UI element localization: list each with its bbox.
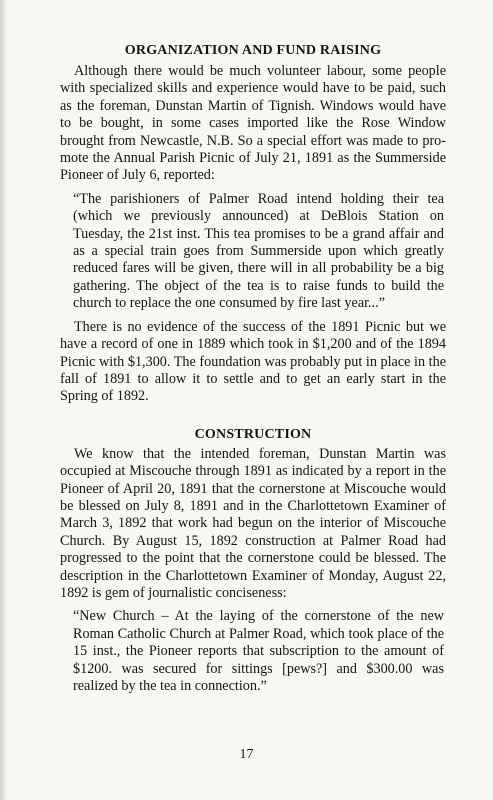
paragraph-picnic-evidence: There is no evidence of the success of the 1891 Picnic but we have a record of one in 1889 which took in $1,200 and of the 1894 Picnic with $1,300. The foundation was probably put in place in the fall of 1891 to allow it to settle and to get an early start in the Spring of 1892. bbox=[60, 318, 446, 405]
paragraph-construction: We know that the intended foreman, Dunstan Martin was occupied at Miscouche through 1891 as indicated by a report in the Pioneer of April 20, 1891 that the cornerstone at Miscouche would be blessed on July 8, 1891 and in the Charlottetown Examiner of March 3, 1892 that work had begun on the interior of Miscouche Church. By August 15, 1892 construction at Palmer Road had progressed to the point that the cornerstone could be blessed. The description in the Charlottetown Examiner of Monday, August 22, 1892 is gem of journalistic conciseness: bbox=[60, 445, 446, 601]
quote-summerside-pioneer: “The parishioners of Palmer Road intend holding their tea (which we previously announced) at DeBlois Station on Tuesday, the 21st inst. This tea promises to be a grand affair and as a special train goes from Summerside upon which greatly reduced fares will be given, there will in all probability be a big gathering. The object of the tea is to raise funds to build the church to replace the one consumed by fire last year...” bbox=[73, 190, 444, 312]
quote-charlottetown-examiner: “New Church – At the laying of the cornerstone of the new Roman Catholic Church at Palmer Road, which took place of the 15 inst., the Pioneer reports that subscription to the amount of $1200. was secured for sittings [pews?] and $300.00 was realized by the tea in connection.” bbox=[73, 608, 444, 694]
page-number: 17 bbox=[239, 747, 254, 762]
section-heading-organization: ORGANIZATION AND FUND RAISING bbox=[124, 43, 382, 58]
page-content bbox=[60, 42, 446, 701]
section-heading-construction: CONSTRUCTION bbox=[194, 426, 312, 442]
paragraph-organization-intro: Although there would be much volunteer labour, some people with specialized skills and experience would have to be paid, such as the foreman, Dunstan Martin of Tignish. Windows would have to be bought, in some cases imported like the Rose Window brought from Newcastle, N.B. So a special effort was made to promote the Annual Parish Picnic of July 21, 1891 as the Summerside Pioneer of July 6, reported: bbox=[60, 63, 446, 184]
